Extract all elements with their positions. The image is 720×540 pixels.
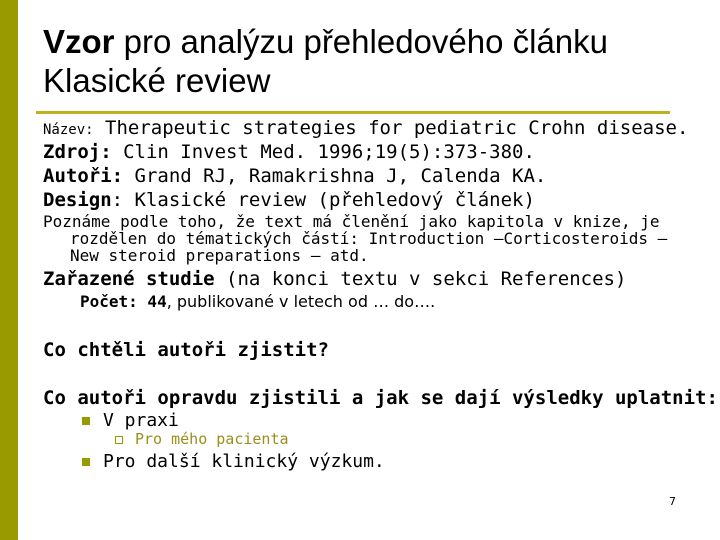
field-autori [43, 164, 546, 188]
included-studies-label: Zařazené studie [43, 268, 215, 290]
field-design-value: : Klasické review (přehledový článek) [111, 189, 535, 211]
title-line1-rest: pro analýzu přehledového článku [114, 23, 609, 60]
field-zdroj-label: Zdroj: [43, 141, 112, 163]
included-studies-value: (na konci textu v sekci References) [214, 268, 627, 290]
field-nazev-label: Název: [43, 122, 94, 138]
field-autori-value: Grand RJ, Ramakrishna J, Calenda KA. [123, 165, 547, 187]
sub-bullet-item-patient-text: Pro mého pacienta [135, 430, 289, 448]
study-count-value: , publikované v letech od … do…. [166, 292, 436, 311]
field-autori-label: Autoři: [43, 165, 124, 187]
bullet-item-research-text: Pro další klinický výzkum. [103, 451, 385, 472]
slide-title [43, 22, 703, 100]
title-underline [36, 111, 670, 114]
field-zdroj [43, 140, 535, 164]
study-count [80, 291, 435, 313]
field-design [43, 188, 535, 212]
square-bullet-icon [82, 458, 90, 466]
included-studies [43, 267, 626, 291]
sidebar-accent-bar [0, 0, 18, 540]
page-number: 7 [669, 495, 676, 508]
field-zdroj-value: Clin Invest Med. 1996;19(5):373-380. [111, 141, 535, 163]
structure-paragraph: Poznáme podle toho, že text má členění jako kapitola v knize, je rozdělen do tématických částí: Introduction –Corticosteroids – New steroid preparations – atd. [43, 212, 668, 265]
title-line2: Klasické review [43, 62, 271, 99]
title-bold-word: Vzor [43, 23, 115, 60]
field-nazev-value: Therapeutic strategies for pediatric Crohn disease. [93, 117, 689, 139]
square-bullet-icon [82, 417, 90, 425]
field-design-label: Design [43, 189, 112, 211]
study-count-label: Počet: 44 [80, 292, 167, 311]
hollow-square-bullet-icon [115, 436, 123, 444]
field-nazev [43, 116, 688, 142]
bullet-item-praxi-text: V praxi [103, 410, 179, 431]
question-1: Co chtěli autoři zjistit? [43, 339, 329, 361]
question-2: Co autoři opravdu zjistili a jak se dají výsledky uplatnit: [43, 387, 718, 409]
